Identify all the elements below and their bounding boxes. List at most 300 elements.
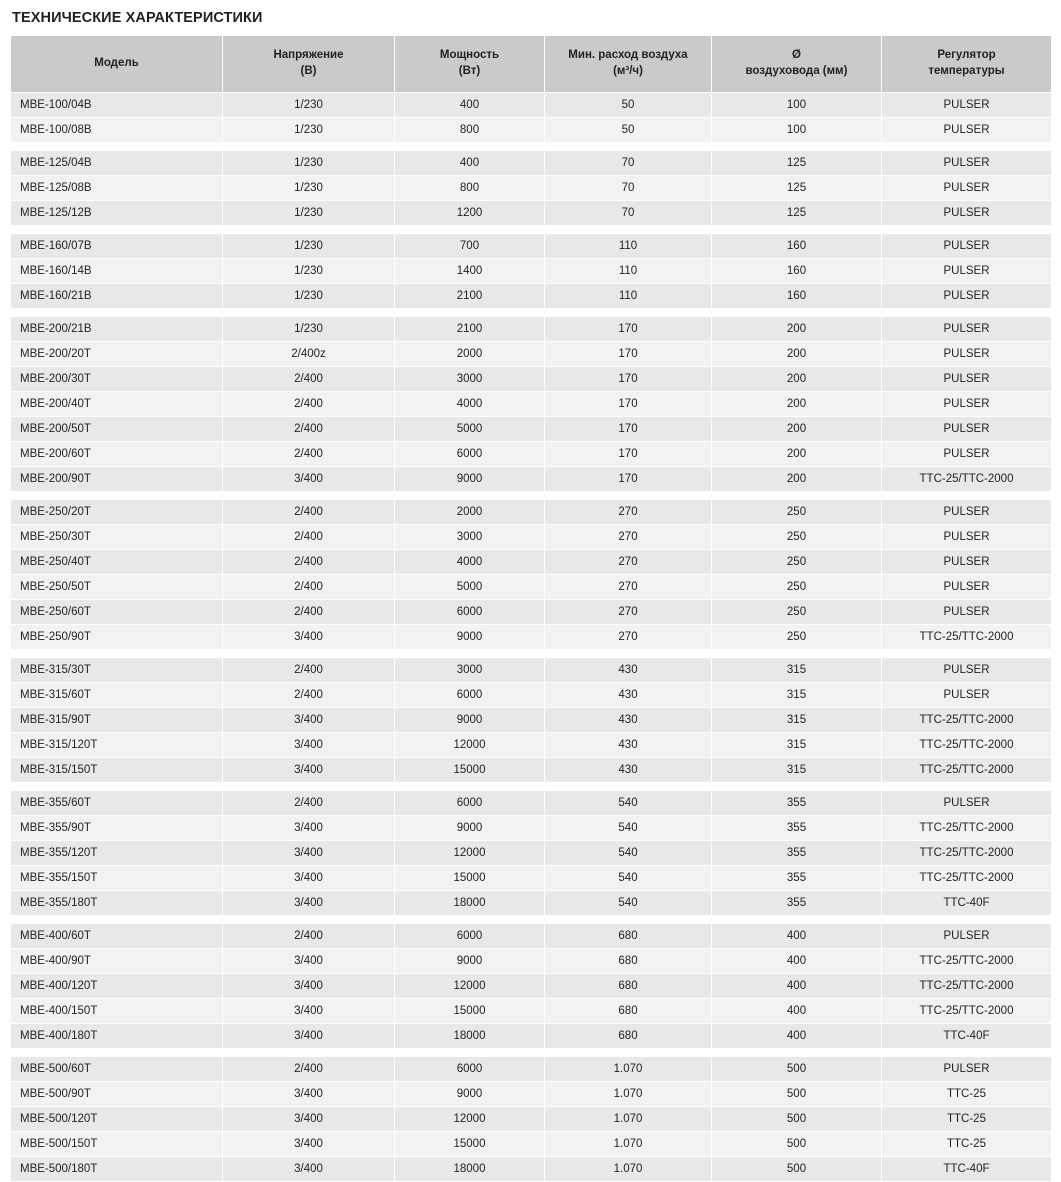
cell-voltage: 3/400 — [223, 467, 395, 492]
table-row — [11, 625, 1052, 650]
cell-duct-diameter: 200 — [712, 442, 882, 467]
cell-voltage: 3/400 — [223, 708, 395, 733]
column-header-temperature-controller-line1: Регулятор — [937, 49, 996, 62]
group-separator-cell — [11, 226, 1052, 234]
cell-duct-diameter: 200 — [712, 367, 882, 392]
cell-model: MBE-355/120T — [11, 841, 223, 866]
cell-power: 18000 — [395, 891, 545, 916]
cell-duct-diameter: 250 — [712, 500, 882, 525]
cell-duct-diameter: 315 — [712, 758, 882, 783]
cell-duct-diameter: 250 — [712, 600, 882, 625]
cell-duct-diameter: 200 — [712, 342, 882, 367]
cell-duct-diameter: 315 — [712, 658, 882, 683]
table-row — [11, 866, 1052, 891]
cell-model: MBE-200/40T — [11, 392, 223, 417]
table-row — [11, 151, 1052, 176]
cell-duct-diameter: 500 — [712, 1107, 882, 1132]
cell-temperature-controller: PULSER — [882, 525, 1052, 550]
group-separator-cell — [11, 1049, 1052, 1057]
cell-airflow: 1.070 — [545, 1132, 712, 1157]
cell-power: 9000 — [395, 467, 545, 492]
table-row — [11, 1107, 1052, 1132]
cell-airflow: 70 — [545, 151, 712, 176]
cell-model: MBE-500/150T — [11, 1132, 223, 1157]
group-separator-cell — [11, 309, 1052, 317]
cell-temperature-controller: TTC-25 — [882, 1132, 1052, 1157]
table-row — [11, 550, 1052, 575]
table-row — [11, 1132, 1052, 1157]
cell-temperature-controller: PULSER — [882, 658, 1052, 683]
table-row — [11, 367, 1052, 392]
cell-duct-diameter: 400 — [712, 1024, 882, 1049]
group-separator-cell — [11, 783, 1052, 791]
cell-duct-diameter: 200 — [712, 392, 882, 417]
cell-voltage: 2/400 — [223, 575, 395, 600]
cell-power: 15000 — [395, 999, 545, 1024]
cell-power: 3000 — [395, 367, 545, 392]
table-row — [11, 467, 1052, 492]
cell-airflow: 170 — [545, 392, 712, 417]
table-row — [11, 118, 1052, 143]
cell-voltage: 2/400 — [223, 417, 395, 442]
cell-airflow: 430 — [545, 758, 712, 783]
cell-airflow: 680 — [545, 1024, 712, 1049]
cell-airflow: 430 — [545, 708, 712, 733]
cell-model: MBE-200/30T — [11, 367, 223, 392]
cell-voltage: 2/400z — [223, 342, 395, 367]
cell-power: 400 — [395, 151, 545, 176]
table-row — [11, 999, 1052, 1024]
cell-duct-diameter: 315 — [712, 683, 882, 708]
cell-model: MBE-100/04B — [11, 93, 223, 118]
group-separator-cell — [11, 492, 1052, 500]
table-row — [11, 234, 1052, 259]
cell-power: 400 — [395, 93, 545, 118]
cell-duct-diameter: 315 — [712, 708, 882, 733]
table-header-row — [11, 36, 1052, 93]
cell-duct-diameter: 500 — [712, 1082, 882, 1107]
cell-power: 4000 — [395, 392, 545, 417]
cell-temperature-controller: TTC-25/TTC-2000 — [882, 816, 1052, 841]
cell-temperature-controller: PULSER — [882, 259, 1052, 284]
cell-temperature-controller: TTC-25/TTC-2000 — [882, 625, 1052, 650]
cell-power: 2000 — [395, 342, 545, 367]
cell-airflow: 540 — [545, 841, 712, 866]
cell-airflow: 170 — [545, 467, 712, 492]
cell-voltage: 3/400 — [223, 1082, 395, 1107]
column-header-airflow — [545, 36, 712, 93]
table-row — [11, 758, 1052, 783]
column-header-voltage-line1: Напряжение — [273, 49, 344, 62]
cell-temperature-controller: PULSER — [882, 93, 1052, 118]
cell-power: 12000 — [395, 841, 545, 866]
table-row — [11, 1082, 1052, 1107]
table-row — [11, 949, 1052, 974]
cell-voltage: 3/400 — [223, 891, 395, 916]
cell-airflow: 170 — [545, 317, 712, 342]
cell-power: 18000 — [395, 1157, 545, 1182]
cell-duct-diameter: 125 — [712, 201, 882, 226]
cell-voltage: 1/230 — [223, 151, 395, 176]
cell-temperature-controller: PULSER — [882, 201, 1052, 226]
cell-duct-diameter: 400 — [712, 974, 882, 999]
cell-airflow: 430 — [545, 733, 712, 758]
cell-temperature-controller: PULSER — [882, 151, 1052, 176]
cell-model: MBE-250/20T — [11, 500, 223, 525]
cell-model: MBE-160/07B — [11, 234, 223, 259]
cell-airflow: 430 — [545, 658, 712, 683]
group-separator — [11, 226, 1052, 234]
cell-model: MBE-315/120T — [11, 733, 223, 758]
cell-voltage: 1/230 — [223, 259, 395, 284]
cell-temperature-controller: PULSER — [882, 176, 1052, 201]
cell-airflow: 540 — [545, 791, 712, 816]
cell-airflow: 540 — [545, 816, 712, 841]
cell-power: 700 — [395, 234, 545, 259]
cell-duct-diameter: 160 — [712, 259, 882, 284]
cell-airflow: 50 — [545, 93, 712, 118]
cell-model: MBE-200/21B — [11, 317, 223, 342]
cell-airflow: 50 — [545, 118, 712, 143]
table-row — [11, 93, 1052, 118]
cell-voltage: 1/230 — [223, 317, 395, 342]
cell-temperature-controller: PULSER — [882, 924, 1052, 949]
group-separator — [11, 143, 1052, 151]
cell-voltage: 1/230 — [223, 118, 395, 143]
cell-power: 5000 — [395, 417, 545, 442]
table-row — [11, 176, 1052, 201]
cell-voltage: 2/400 — [223, 683, 395, 708]
group-separator — [11, 492, 1052, 500]
cell-model: MBE-125/08B — [11, 176, 223, 201]
table-row — [11, 974, 1052, 999]
column-header-power-line2: (Вт) — [458, 65, 481, 77]
cell-duct-diameter: 160 — [712, 234, 882, 259]
cell-model: MBE-160/21B — [11, 284, 223, 309]
cell-temperature-controller: PULSER — [882, 392, 1052, 417]
cell-voltage: 3/400 — [223, 866, 395, 891]
cell-temperature-controller: PULSER — [882, 442, 1052, 467]
cell-voltage: 1/230 — [223, 284, 395, 309]
cell-duct-diameter: 250 — [712, 625, 882, 650]
cell-voltage: 2/400 — [223, 600, 395, 625]
cell-airflow: 430 — [545, 683, 712, 708]
cell-voltage: 1/230 — [223, 201, 395, 226]
cell-duct-diameter: 250 — [712, 550, 882, 575]
table-row — [11, 284, 1052, 309]
cell-duct-diameter: 400 — [712, 949, 882, 974]
cell-power: 1200 — [395, 201, 545, 226]
table-row — [11, 600, 1052, 625]
cell-duct-diameter: 315 — [712, 733, 882, 758]
table-row — [11, 841, 1052, 866]
cell-duct-diameter: 355 — [712, 791, 882, 816]
cell-voltage: 3/400 — [223, 625, 395, 650]
cell-temperature-controller: TTC-25/TTC-2000 — [882, 999, 1052, 1024]
cell-duct-diameter: 200 — [712, 467, 882, 492]
cell-model: MBE-315/90T — [11, 708, 223, 733]
table-row — [11, 1157, 1052, 1182]
group-separator-cell — [11, 650, 1052, 658]
cell-voltage: 3/400 — [223, 999, 395, 1024]
cell-power: 9000 — [395, 1082, 545, 1107]
column-header-voltage-line2: (В) — [300, 65, 317, 77]
cell-power: 6000 — [395, 442, 545, 467]
cell-power: 800 — [395, 118, 545, 143]
cell-power: 6000 — [395, 791, 545, 816]
cell-voltage: 2/400 — [223, 367, 395, 392]
cell-model: MBE-400/90T — [11, 949, 223, 974]
cell-power: 9000 — [395, 816, 545, 841]
cell-duct-diameter: 250 — [712, 525, 882, 550]
cell-voltage: 2/400 — [223, 1057, 395, 1082]
table-row — [11, 392, 1052, 417]
group-separator — [11, 1049, 1052, 1057]
cell-power: 1400 — [395, 259, 545, 284]
column-header-duct-diameter-line2: воздуховода (мм) — [745, 65, 848, 77]
cell-temperature-controller: PULSER — [882, 284, 1052, 309]
cell-temperature-controller: PULSER — [882, 1057, 1052, 1082]
cell-model: MBE-500/120T — [11, 1107, 223, 1132]
table-row — [11, 658, 1052, 683]
cell-model: MBE-400/180T — [11, 1024, 223, 1049]
table-row — [11, 417, 1052, 442]
cell-voltage: 2/400 — [223, 550, 395, 575]
table-row — [11, 201, 1052, 226]
cell-model: MBE-355/60T — [11, 791, 223, 816]
cell-airflow: 270 — [545, 575, 712, 600]
cell-power: 3000 — [395, 525, 545, 550]
cell-power: 2000 — [395, 500, 545, 525]
cell-airflow: 680 — [545, 949, 712, 974]
cell-model: MBE-200/90T — [11, 467, 223, 492]
cell-duct-diameter: 200 — [712, 317, 882, 342]
cell-temperature-controller: PULSER — [882, 600, 1052, 625]
cell-power: 9000 — [395, 625, 545, 650]
cell-power: 6000 — [395, 924, 545, 949]
table-row — [11, 317, 1052, 342]
table-row — [11, 1057, 1052, 1082]
cell-model: MBE-160/14B — [11, 259, 223, 284]
cell-airflow: 270 — [545, 550, 712, 575]
cell-temperature-controller: PULSER — [882, 367, 1052, 392]
cell-airflow: 70 — [545, 201, 712, 226]
cell-voltage: 1/230 — [223, 93, 395, 118]
specifications-table — [10, 35, 1052, 1182]
cell-duct-diameter: 125 — [712, 176, 882, 201]
cell-temperature-controller: TTC-40F — [882, 1157, 1052, 1182]
group-separator-cell — [11, 143, 1052, 151]
group-separator — [11, 916, 1052, 924]
cell-temperature-controller: TTC-25/TTC-2000 — [882, 758, 1052, 783]
group-separator-cell — [11, 916, 1052, 924]
table-row — [11, 342, 1052, 367]
cell-model: MBE-250/40T — [11, 550, 223, 575]
cell-voltage: 2/400 — [223, 791, 395, 816]
cell-power: 15000 — [395, 866, 545, 891]
cell-duct-diameter: 125 — [712, 151, 882, 176]
cell-temperature-controller: PULSER — [882, 417, 1052, 442]
table-row — [11, 733, 1052, 758]
cell-duct-diameter: 500 — [712, 1157, 882, 1182]
cell-model: MBE-250/90T — [11, 625, 223, 650]
cell-power: 6000 — [395, 1057, 545, 1082]
cell-model: MBE-500/180T — [11, 1157, 223, 1182]
cell-power: 9000 — [395, 708, 545, 733]
column-header-power-line1: Мощность — [439, 49, 500, 62]
cell-airflow: 1.070 — [545, 1057, 712, 1082]
cell-power: 9000 — [395, 949, 545, 974]
cell-airflow: 680 — [545, 974, 712, 999]
cell-voltage: 2/400 — [223, 392, 395, 417]
cell-model: MBE-500/60T — [11, 1057, 223, 1082]
cell-airflow: 170 — [545, 442, 712, 467]
column-header-voltage — [223, 36, 395, 93]
cell-voltage: 3/400 — [223, 816, 395, 841]
cell-voltage: 3/400 — [223, 841, 395, 866]
cell-airflow: 170 — [545, 342, 712, 367]
column-header-duct-diameter-line1: Ø — [792, 49, 801, 62]
cell-power: 15000 — [395, 1132, 545, 1157]
cell-airflow: 540 — [545, 866, 712, 891]
cell-voltage: 3/400 — [223, 1107, 395, 1132]
column-header-temperature-controller-line2: температуры — [928, 65, 1005, 77]
cell-temperature-controller: PULSER — [882, 550, 1052, 575]
cell-model: MBE-315/30T — [11, 658, 223, 683]
column-header-airflow-line2: (м³/ч) — [613, 65, 643, 77]
cell-power: 800 — [395, 176, 545, 201]
table-header — [11, 36, 1052, 93]
cell-temperature-controller: TTC-25/TTC-2000 — [882, 733, 1052, 758]
cell-model: MBE-500/90T — [11, 1082, 223, 1107]
cell-temperature-controller: TTC-25/TTC-2000 — [882, 866, 1052, 891]
cell-power: 12000 — [395, 1107, 545, 1132]
group-separator — [11, 650, 1052, 658]
cell-power: 12000 — [395, 733, 545, 758]
cell-model: MBE-400/60T — [11, 924, 223, 949]
cell-model: MBE-400/150T — [11, 999, 223, 1024]
cell-power: 6000 — [395, 600, 545, 625]
cell-model: MBE-315/150T — [11, 758, 223, 783]
cell-duct-diameter: 200 — [712, 417, 882, 442]
cell-duct-diameter: 500 — [712, 1057, 882, 1082]
cell-voltage: 2/400 — [223, 500, 395, 525]
table-row — [11, 1024, 1052, 1049]
cell-model: MBE-200/60T — [11, 442, 223, 467]
cell-duct-diameter: 250 — [712, 575, 882, 600]
table-row — [11, 575, 1052, 600]
cell-temperature-controller: TTC-25/TTC-2000 — [882, 467, 1052, 492]
cell-duct-diameter: 100 — [712, 118, 882, 143]
table-row — [11, 259, 1052, 284]
column-header-temperature-controller — [882, 36, 1052, 93]
cell-airflow: 70 — [545, 176, 712, 201]
cell-voltage: 2/400 — [223, 658, 395, 683]
cell-temperature-controller: TTC-25/TTC-2000 — [882, 708, 1052, 733]
cell-duct-diameter: 355 — [712, 891, 882, 916]
cell-duct-diameter: 160 — [712, 284, 882, 309]
cell-voltage: 3/400 — [223, 949, 395, 974]
table-row — [11, 791, 1052, 816]
table-row — [11, 891, 1052, 916]
cell-airflow: 110 — [545, 259, 712, 284]
cell-model: MBE-400/120T — [11, 974, 223, 999]
cell-temperature-controller: TTC-25/TTC-2000 — [882, 841, 1052, 866]
cell-power: 2100 — [395, 317, 545, 342]
cell-airflow: 1.070 — [545, 1157, 712, 1182]
column-header-model-line1: Модель — [94, 57, 139, 70]
cell-airflow: 540 — [545, 891, 712, 916]
table-body — [11, 93, 1052, 1182]
cell-temperature-controller: TTC-25/TTC-2000 — [882, 974, 1052, 999]
cell-voltage: 3/400 — [223, 1132, 395, 1157]
page-title: ТЕХНИЧЕСКИЕ ХАРАКТЕРИСТИКИ — [12, 10, 263, 26]
cell-model: MBE-200/20T — [11, 342, 223, 367]
cell-voltage: 3/400 — [223, 733, 395, 758]
cell-duct-diameter: 355 — [712, 866, 882, 891]
cell-duct-diameter: 355 — [712, 816, 882, 841]
cell-voltage: 3/400 — [223, 974, 395, 999]
cell-temperature-controller: TTC-25 — [882, 1082, 1052, 1107]
cell-airflow: 270 — [545, 600, 712, 625]
cell-power: 2100 — [395, 284, 545, 309]
column-header-airflow-line1: Мин. расход воздуха — [568, 49, 688, 62]
cell-airflow: 110 — [545, 284, 712, 309]
table-row — [11, 525, 1052, 550]
cell-model: MBE-200/50T — [11, 417, 223, 442]
cell-temperature-controller: PULSER — [882, 791, 1052, 816]
cell-voltage: 2/400 — [223, 924, 395, 949]
table-row — [11, 924, 1052, 949]
cell-airflow: 170 — [545, 417, 712, 442]
cell-temperature-controller: PULSER — [882, 500, 1052, 525]
cell-voltage: 3/400 — [223, 1157, 395, 1182]
cell-power: 3000 — [395, 658, 545, 683]
cell-duct-diameter: 355 — [712, 841, 882, 866]
cell-voltage: 2/400 — [223, 525, 395, 550]
cell-voltage: 2/400 — [223, 442, 395, 467]
cell-model: MBE-355/180T — [11, 891, 223, 916]
cell-model: MBE-250/30T — [11, 525, 223, 550]
cell-model: MBE-125/04B — [11, 151, 223, 176]
cell-airflow: 1.070 — [545, 1082, 712, 1107]
cell-temperature-controller: TTC-40F — [882, 1024, 1052, 1049]
cell-duct-diameter: 500 — [712, 1132, 882, 1157]
cell-duct-diameter: 100 — [712, 93, 882, 118]
cell-power: 5000 — [395, 575, 545, 600]
table-row — [11, 816, 1052, 841]
cell-power: 15000 — [395, 758, 545, 783]
cell-airflow: 680 — [545, 999, 712, 1024]
cell-power: 6000 — [395, 683, 545, 708]
table-row — [11, 708, 1052, 733]
cell-voltage: 3/400 — [223, 758, 395, 783]
group-separator — [11, 783, 1052, 791]
cell-temperature-controller: PULSER — [882, 118, 1052, 143]
column-header-duct-diameter — [712, 36, 882, 93]
cell-voltage: 3/400 — [223, 1024, 395, 1049]
cell-temperature-controller: TTC-25/TTC-2000 — [882, 949, 1052, 974]
cell-model: MBE-355/90T — [11, 816, 223, 841]
cell-model: MBE-100/08B — [11, 118, 223, 143]
cell-model: MBE-250/60T — [11, 600, 223, 625]
cell-power: 18000 — [395, 1024, 545, 1049]
cell-airflow: 270 — [545, 625, 712, 650]
cell-temperature-controller: PULSER — [882, 317, 1052, 342]
cell-airflow: 1.070 — [545, 1107, 712, 1132]
cell-model: MBE-315/60T — [11, 683, 223, 708]
cell-airflow: 270 — [545, 525, 712, 550]
